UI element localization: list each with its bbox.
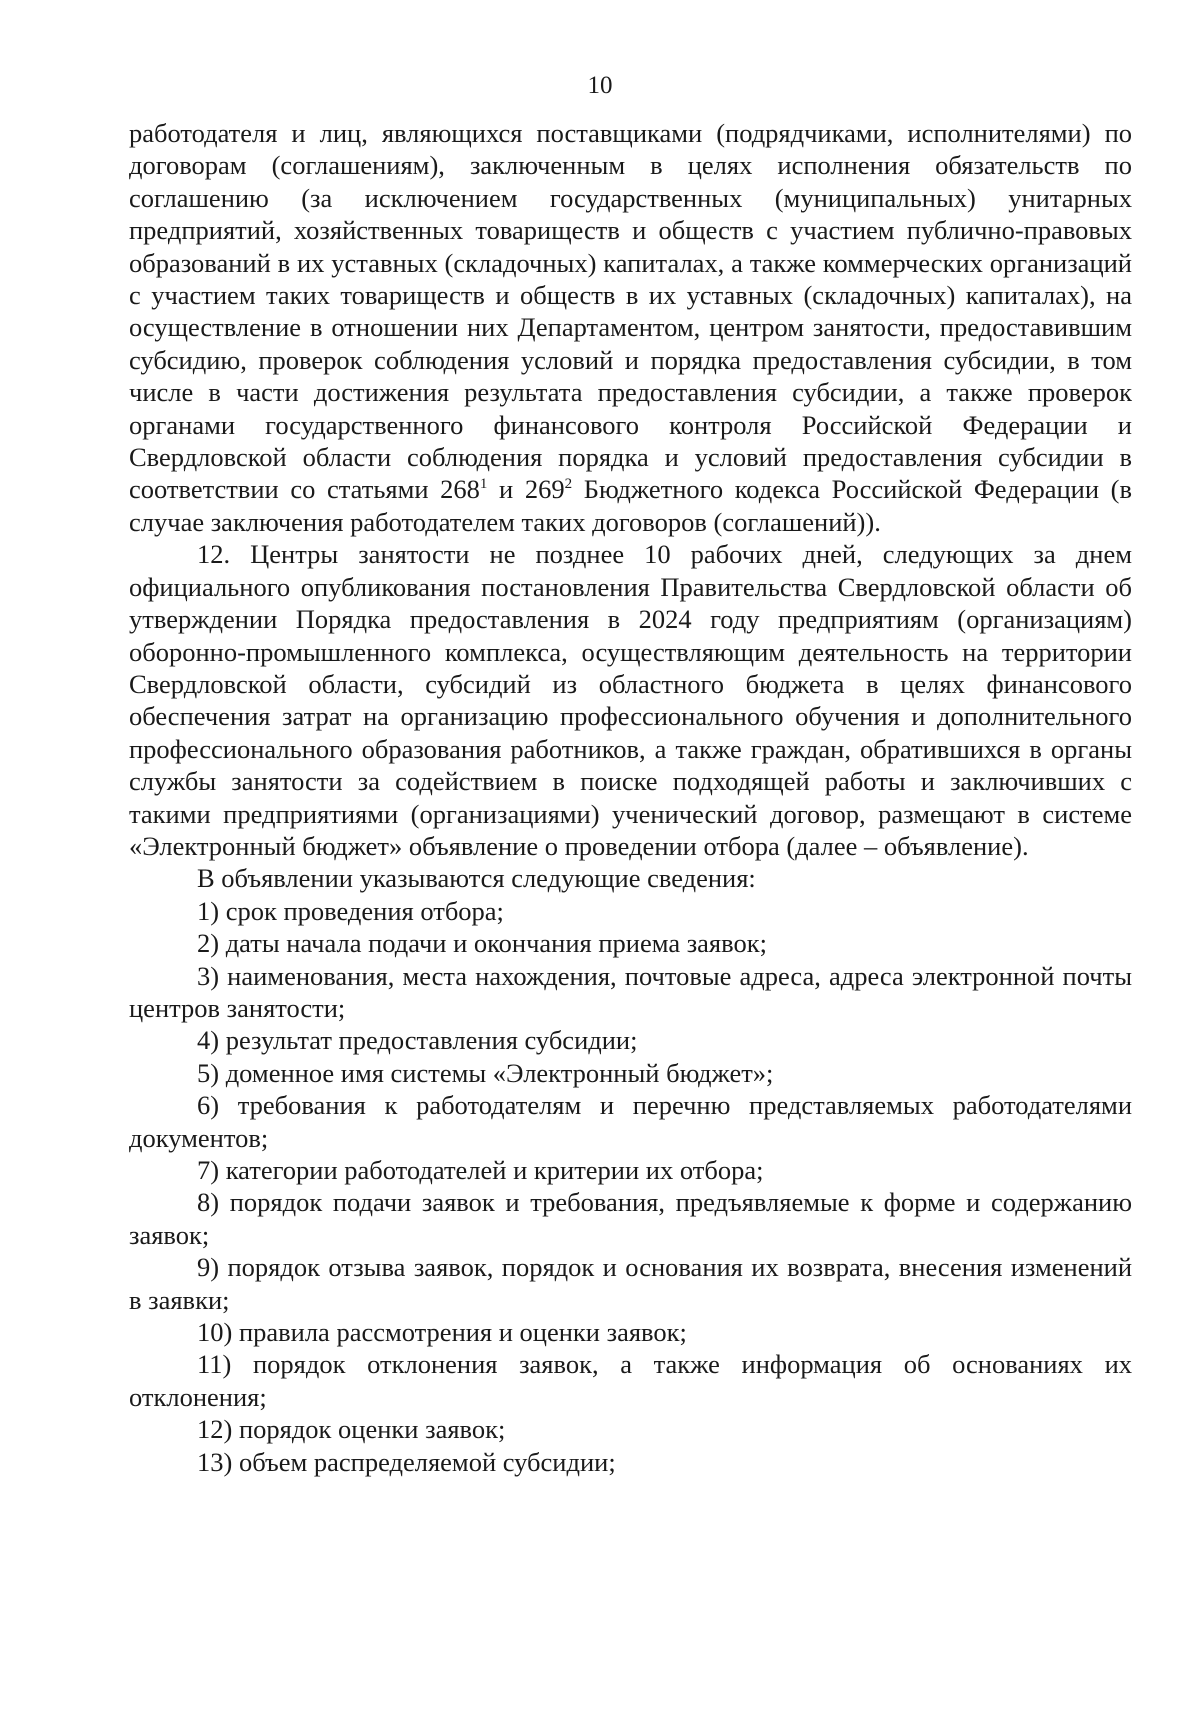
footnote-superscript: 2 bbox=[564, 476, 573, 493]
list-item: 10) правила рассмотрения и оценки заявок; bbox=[197, 1317, 687, 1348]
paragraph-text: и 269 bbox=[487, 474, 565, 505]
page-number: 10 bbox=[587, 72, 613, 99]
list-item: 12) порядок оценки заявок; bbox=[197, 1414, 506, 1445]
document-body bbox=[129, 117, 1132, 1478]
list-item: 7) категории работодателей и критерии их отбора; bbox=[197, 1155, 764, 1185]
list-item: 5) доменное имя системы «Электронный бюджет»; bbox=[197, 1057, 774, 1088]
footnote-superscript: 1 bbox=[479, 476, 488, 493]
list-item: 9) порядок отзыва заявок, порядок и основания их возврата, внесения изменений в заявки; bbox=[129, 1252, 1132, 1315]
paragraph-text: работодателя и лиц, являющихся поставщиками (подрядчиками, исполнителями) по договорам (соглашениям), заключенным в целях исполнения обязательств по соглашению (за исключением государственных (муниципальных) унитарных предприятий, хозяйственных товариществ и обществ с участием публично-правовых образований в их уставных (складочных) капиталах, а также коммерческих организаций с участием таких товариществ и обществ в их уставных (складочных) капиталах), на осуществление в отношении них Департаментом, центром занятости, предоставившим субсидию, проверок соблюдения условий и порядка предоставления субсидии, в том числе в части достижения результата предоставления субсидии, а также проверок органами государственного финансового контроля Российской Федерации и Свердловской области соблюдения порядка и условий предоставления субсидии в соответствии со статьями 268 bbox=[129, 118, 1132, 505]
paragraph-text: Бюджетного кодекса Российской Федерации (в случае заключения работодателем таких договоров (соглашений)). bbox=[129, 474, 1132, 537]
paragraph-section-12: 12. Центры занятости не позднее 10 рабочих дней, следующих за днем официального опубликования постановления Правительства Свердловской области об утверждении Порядка предоставления в 2024 году предприятиям (организациям) оборонно-промышленного комплекса, осуществляющим деятельность на территории Свердловской области, субсидий из областного бюджета в целях финансового обеспечения затрат на организацию профессионального обучения и дополнительного профессионального образования работников, а также граждан, обратившихся в органы службы занятости за содействием в поиске подходящей работы и заключивших с такими предприятиями (организациями) ученический договор, размещают в системе «Электронный бюджет» объявление о проведении отбора (далее – объявление). bbox=[129, 539, 1132, 861]
list-item: 4) результат предоставления субсидии; bbox=[197, 1025, 638, 1056]
list-item: 2) даты начала подачи и окончания приема заявок; bbox=[197, 928, 767, 959]
paragraph-list-intro: В объявлении указываются следующие сведения: bbox=[197, 863, 756, 894]
list-item: 1) срок проведения отбора; bbox=[197, 895, 504, 926]
list-item: 8) порядок подачи заявок и требования, предъявляемые к форме и содержанию заявок; bbox=[129, 1187, 1132, 1250]
list-item: 13) объем распределяемой субсидии; bbox=[197, 1446, 616, 1477]
list-item: 6) требования к работодателям и перечню представляемых работодателями документов; bbox=[129, 1090, 1132, 1153]
paragraph-continuation bbox=[129, 117, 1132, 538]
list-item: 3) наименования, места нахождения, почтовые адреса, адреса электронной почты центров занятости; bbox=[129, 960, 1132, 1023]
list-item: 11) порядок отклонения заявок, а также информация об основаниях их отклонения; bbox=[129, 1349, 1132, 1412]
